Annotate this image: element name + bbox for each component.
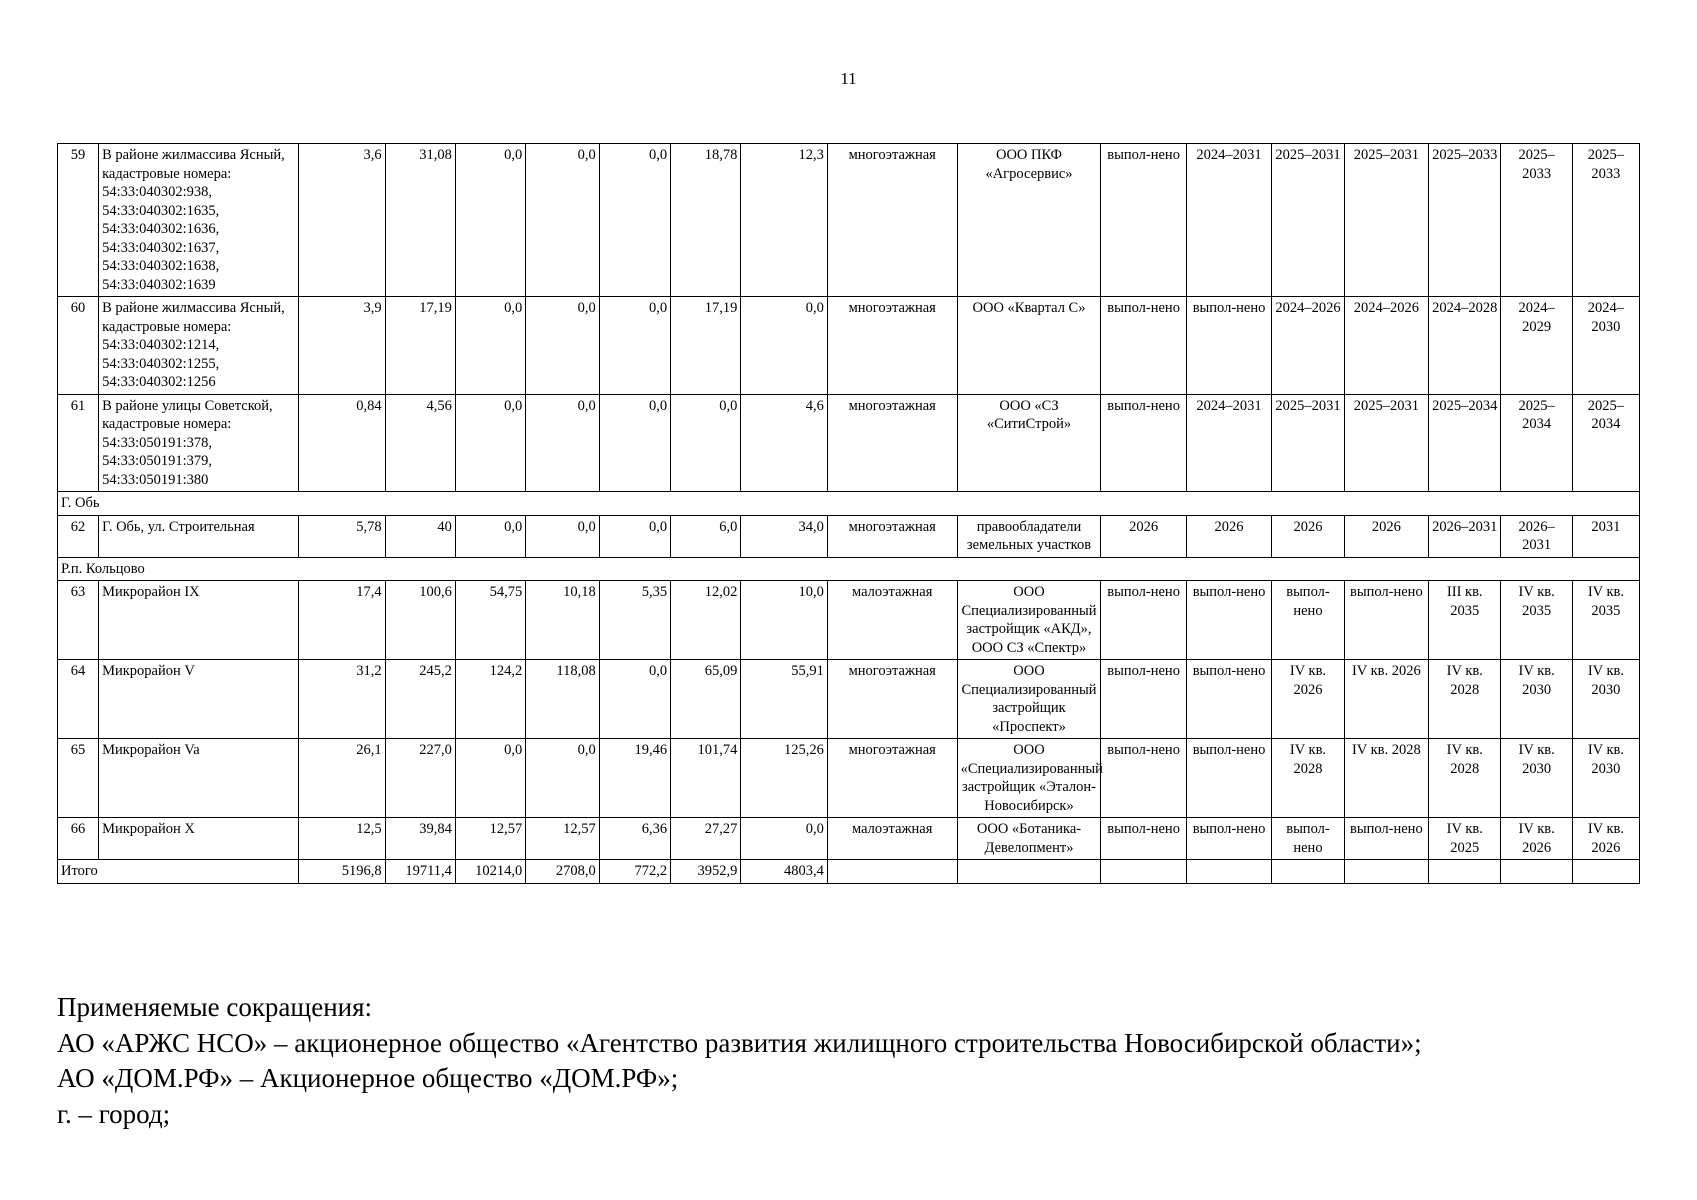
table-cell: 2024–2029 (1501, 297, 1572, 395)
table-cell: 0,0 (455, 144, 525, 297)
table-cell: выпол-нено (1186, 660, 1271, 739)
table-cell: 39,84 (385, 818, 455, 860)
table-cell: 227,0 (385, 739, 455, 818)
table-cell: 5,35 (599, 581, 670, 660)
abbreviations-section (57, 990, 1422, 1132)
table-cell: 12,02 (671, 581, 741, 660)
table-cell: 0,0 (526, 144, 600, 297)
table-cell: Микрорайон Va (99, 739, 299, 818)
table-cell: 6,0 (671, 515, 741, 557)
table-cell: выпол-нено (1101, 581, 1186, 660)
table-cell: 54,75 (455, 581, 525, 660)
table-row (58, 660, 1640, 739)
table-row (58, 739, 1640, 818)
table-cell: IV кв. 2026 (1272, 660, 1344, 739)
table-cell: выпол-нено (1186, 297, 1271, 395)
table-cell: IV кв. 2035 (1572, 581, 1639, 660)
table-cell: 2024–2028 (1429, 297, 1501, 395)
table-cell: многоэтажная (827, 297, 957, 395)
table-cell: 5,78 (299, 515, 386, 557)
table-cell: выпол-нено (1344, 581, 1428, 660)
table-cell: выпол-нено (1186, 581, 1271, 660)
table-cell: 2024–2026 (1344, 297, 1428, 395)
table-cell: выпол-нено (1272, 818, 1344, 860)
table-cell: 4,56 (385, 394, 455, 492)
table-cell: 17,19 (385, 297, 455, 395)
table-cell: IV кв. 2026 (1501, 818, 1572, 860)
table-cell: 18,78 (671, 144, 741, 297)
table-cell: 19,46 (599, 739, 670, 818)
abbreviation-item: АО «ДОМ.РФ» – Акционерное общество «ДОМ.РФ»; (57, 1063, 679, 1093)
table-cell: ООО ПКФ «Агросервис» (957, 144, 1101, 297)
table-cell: 6,36 (599, 818, 670, 860)
table-cell: выпол-нено (1101, 660, 1186, 739)
table-cell: выпол-нено (1101, 297, 1186, 395)
table-row (58, 581, 1640, 660)
table-cell: многоэтажная (827, 739, 957, 818)
table-cell: 0,0 (455, 515, 525, 557)
total-cell (1501, 860, 1572, 884)
table-cell: 12,57 (455, 818, 525, 860)
table-cell: 245,2 (385, 660, 455, 739)
total-cell (1572, 860, 1639, 884)
table-cell: 0,0 (671, 394, 741, 492)
table-cell: 17,4 (299, 581, 386, 660)
table-cell: выпол-нено (1101, 818, 1186, 860)
table-cell: IV кв. 2035 (1501, 581, 1572, 660)
table-cell: 2026–2031 (1501, 515, 1572, 557)
total-cell (1101, 860, 1186, 884)
table-cell: IV кв. 2028 (1344, 739, 1428, 818)
table-cell: 65,09 (671, 660, 741, 739)
table-cell: 0,0 (455, 297, 525, 395)
table-cell: 0,0 (526, 394, 600, 492)
table-cell: 10,0 (741, 581, 828, 660)
table-cell: ООО «СЗ «СитиСтрой» (957, 394, 1101, 492)
table-cell: 2024–2031 (1186, 394, 1271, 492)
table-cell: выпол-нено (1101, 144, 1186, 297)
table-cell: 0,0 (526, 515, 600, 557)
table-cell: 61 (58, 394, 99, 492)
table-cell: 2025–2034 (1572, 394, 1639, 492)
table-body (58, 144, 1640, 884)
table-cell: 12,57 (526, 818, 600, 860)
housing-construction-table (57, 143, 1640, 884)
table-cell: 2025–2031 (1272, 394, 1344, 492)
table-cell: 2025–2034 (1501, 394, 1572, 492)
table-cell: IV кв. 2028 (1429, 739, 1501, 818)
table-cell: 40 (385, 515, 455, 557)
total-cell: 2708,0 (526, 860, 600, 884)
table-cell: 124,2 (455, 660, 525, 739)
table-cell: 66 (58, 818, 99, 860)
table-cell: 118,08 (526, 660, 600, 739)
table-cell: 3,9 (299, 297, 386, 395)
table-cell: выпол-нено (1344, 818, 1428, 860)
table-cell: 2024–2030 (1572, 297, 1639, 395)
table-cell: IV кв. 2026 (1344, 660, 1428, 739)
table-cell: IV кв. 2030 (1572, 660, 1639, 739)
table-cell: 0,84 (299, 394, 386, 492)
table-cell: 2026 (1101, 515, 1186, 557)
table-cell: Микрорайон V (99, 660, 299, 739)
table-cell: 2026 (1272, 515, 1344, 557)
table-cell: 26,1 (299, 739, 386, 818)
table-cell: 59 (58, 144, 99, 297)
table-cell: 31,2 (299, 660, 386, 739)
page-number: 11 (840, 69, 857, 88)
table-cell: III кв. 2035 (1429, 581, 1501, 660)
total-label: Итого (58, 860, 299, 884)
table-cell: 64 (58, 660, 99, 739)
table-cell: ООО «Ботаника-Девелопмент» (957, 818, 1101, 860)
table-cell: малоэтажная (827, 581, 957, 660)
section-label: Г. Обь (58, 492, 1640, 516)
table-cell: IV кв. 2030 (1572, 739, 1639, 818)
table-cell: 12,5 (299, 818, 386, 860)
table-cell: малоэтажная (827, 818, 957, 860)
table-cell: В районе улицы Советской, кадастровые номера: 54:33:050191:378, 54:33:050191:379, 54:33:050191:380 (99, 394, 299, 492)
total-cell (1344, 860, 1428, 884)
table-cell: 2031 (1572, 515, 1639, 557)
table-cell: многоэтажная (827, 144, 957, 297)
table-cell: 0,0 (455, 394, 525, 492)
table-cell: 27,27 (671, 818, 741, 860)
total-cell: 19711,4 (385, 860, 455, 884)
table-cell: 2025–2033 (1501, 144, 1572, 297)
table-cell: 10,18 (526, 581, 600, 660)
table-cell: выпол-нено (1272, 581, 1344, 660)
table-cell: 2026 (1186, 515, 1271, 557)
table-cell: В районе жилмассива Ясный, кадастровые номера: 54:33:040302:1214, 54:33:040302:1255, 54:33:040302:1256 (99, 297, 299, 395)
table-cell: 34,0 (741, 515, 828, 557)
section-label: Р.п. Кольцово (58, 557, 1640, 581)
table-cell: выпол-нено (1101, 394, 1186, 492)
table-cell: 0,0 (455, 739, 525, 818)
table-cell: 0,0 (599, 660, 670, 739)
table-cell: 0,0 (599, 297, 670, 395)
table-cell: 101,74 (671, 739, 741, 818)
total-cell: 10214,0 (455, 860, 525, 884)
table-cell: многоэтажная (827, 515, 957, 557)
table-row (58, 515, 1640, 557)
table-cell: 2026–2031 (1429, 515, 1501, 557)
table-cell: IV кв. 2030 (1501, 660, 1572, 739)
table-cell: 0,0 (599, 144, 670, 297)
table-cell: 0,0 (526, 297, 600, 395)
total-cell (1272, 860, 1344, 884)
table-row (58, 818, 1640, 860)
abbreviations-heading: Применяемые сокращения: (57, 992, 373, 1022)
table-cell: 125,26 (741, 739, 828, 818)
table-cell: 2025–2031 (1344, 144, 1428, 297)
table-cell: IV кв. 2025 (1429, 818, 1501, 860)
total-cell: 4803,4 (741, 860, 828, 884)
table-cell: 0,0 (526, 739, 600, 818)
table-cell: выпол-нено (1186, 818, 1271, 860)
total-row (58, 860, 1640, 884)
table-cell: 2026 (1344, 515, 1428, 557)
table-cell: 55,91 (741, 660, 828, 739)
table-cell: выпол-нено (1101, 739, 1186, 818)
table-cell: 2025–2034 (1429, 394, 1501, 492)
table-cell: 0,0 (741, 297, 828, 395)
table-cell: 2024–2031 (1186, 144, 1271, 297)
table-cell: 60 (58, 297, 99, 395)
table-cell: многоэтажная (827, 394, 957, 492)
table-cell: ООО Специализированный застройщик «АКД», ООО СЗ «Спектр» (957, 581, 1101, 660)
table-cell: 17,19 (671, 297, 741, 395)
table-cell: 31,08 (385, 144, 455, 297)
table-row (58, 144, 1640, 297)
table-row (58, 297, 1640, 395)
table-cell: 0,0 (599, 394, 670, 492)
table-cell: 0,0 (741, 818, 828, 860)
table-cell: 2025–2031 (1344, 394, 1428, 492)
total-cell (957, 860, 1101, 884)
table-cell: 63 (58, 581, 99, 660)
section-row (58, 492, 1640, 516)
abbreviation-item: г. – город; (57, 1098, 171, 1129)
table-cell: многоэтажная (827, 660, 957, 739)
total-cell (827, 860, 957, 884)
table-row (58, 394, 1640, 492)
total-cell: 772,2 (599, 860, 670, 884)
table-cell: ООО Специализированный застройщик «Проспект» (957, 660, 1101, 739)
table-cell: IV кв. 2030 (1501, 739, 1572, 818)
total-cell (1429, 860, 1501, 884)
table-cell: 2024–2026 (1272, 297, 1344, 395)
table-cell: 62 (58, 515, 99, 557)
table-cell: IV кв. 2028 (1272, 739, 1344, 818)
table-cell: 2025–2033 (1572, 144, 1639, 297)
table-cell: выпол-нено (1186, 739, 1271, 818)
table-cell: 0,0 (599, 515, 670, 557)
table-cell: IV кв. 2028 (1429, 660, 1501, 739)
section-row (58, 557, 1640, 581)
table-cell: IV кв. 2026 (1572, 818, 1639, 860)
table-cell: 3,6 (299, 144, 386, 297)
table-cell: 12,3 (741, 144, 828, 297)
table-cell: правообладатели земельных участков (957, 515, 1101, 557)
table-cell: 2025–2031 (1272, 144, 1344, 297)
table-cell: Микрорайон IX (99, 581, 299, 660)
table-cell: 2025–2033 (1429, 144, 1501, 297)
table-cell: Микрорайон X (99, 818, 299, 860)
total-cell: 3952,9 (671, 860, 741, 884)
table-cell: ООО «Квартал С» (957, 297, 1101, 395)
table-cell: 65 (58, 739, 99, 818)
table-cell: 100,6 (385, 581, 455, 660)
table-cell: В районе жилмассива Ясный, кадастровые номера: 54:33:040302:938, 54:33:040302:1635, 54:33:040302:1636, 54:33:040302:1637, 54:33:040302:1638, 54:33:040302:1639 (99, 144, 299, 297)
table-cell: ООО «Специализированный застройщик «Эталон-Новосибирск» (957, 739, 1101, 818)
abbreviation-item: АО «АРЖС НСО» – акционерное общество «Агентство развития жилищного строительства Новосибирской области»; (57, 1027, 1422, 1058)
total-cell (1186, 860, 1271, 884)
table-cell: 4,6 (741, 394, 828, 492)
total-cell: 5196,8 (299, 860, 386, 884)
table-cell: Г. Обь, ул. Строительная (99, 515, 299, 557)
